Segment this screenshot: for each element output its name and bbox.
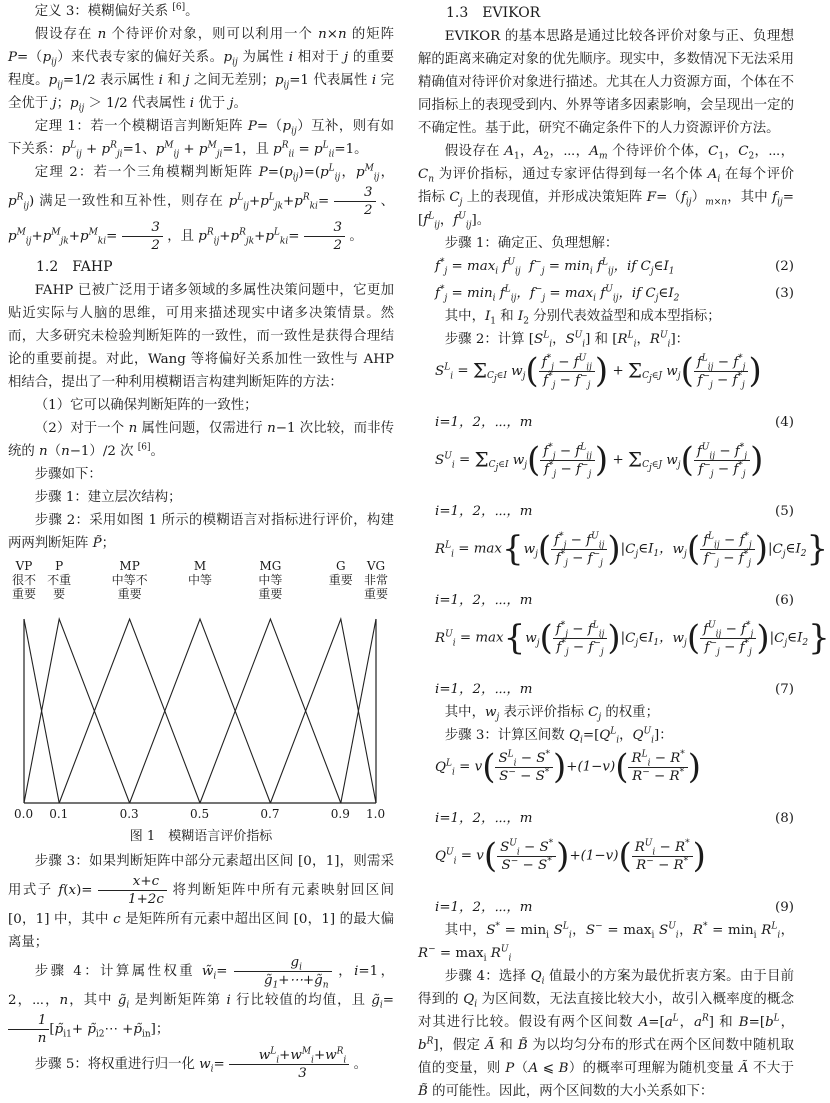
range-text: i=1，2，⋯，m [435, 593, 533, 608]
membership-line-mg [200, 619, 341, 803]
section-1-3-heading: 1.3 EVIKOR [446, 5, 541, 21]
x-tick-label: 0.3 [119, 807, 139, 821]
level-description: 中等 [258, 573, 283, 587]
level-code: M [193, 559, 207, 573]
level-code: G [336, 559, 346, 573]
x-tick-label: 0.1 [49, 807, 69, 821]
evikor-intro: EVIKOR 的基本思路是通过比较各评价对象与正、负理想解的距离来确定对象的优先顺序。现实中，多数情况下无法采用精确值对待评价对象进行描述。尤其在人力资源方面，个体在不同指标上的表现受到内、外界等诸多因素影响，会呈现出一定的不确定性。基于此，研究不确定条件下的人力资源评价方法。 [418, 29, 794, 136]
equation-2-number: (2) [775, 259, 794, 274]
equation-8-number: (8) [775, 811, 794, 826]
level-description: 重要 [258, 587, 283, 601]
range-text: i=1，2，⋯，m [435, 682, 533, 697]
evikor-step-2: 步骤 2：计算 [$S^L_i$，$S^U_i$] 和 [$R^L_i$，$R^U_i$]： [444, 330, 690, 350]
figure-1-caption: 图 1 模糊语言评价指标 [129, 829, 273, 844]
fuzzy-linguistic-chart [8, 559, 394, 821]
equation-5-number: (5) [775, 504, 794, 519]
equation-9: $Q^U_i = v$( $\frac{S^U_i - S^*}{S^- - S^*}$ )+(1−v)( $\frac{R^U_i - R^*}{R^- - R^*}$ ) [435, 836, 706, 876]
membership-line-m [130, 619, 271, 803]
step-5: 步骤 5：将权重进行归一化 $w_i=$ $\frac{w^L_i+w^M_i+w^R_i}{3}$ 。 [34, 1046, 367, 1081]
membership-lines [8, 559, 394, 821]
equation-3-number: (3) [775, 286, 794, 301]
advantage-2: （2）对于一个 n 属性问题，仅需进行 n−1 次比较，而非传统的 n（n−1）/2 次 [6]。 [8, 421, 395, 459]
x-tick-label: 0.7 [260, 807, 280, 821]
evikor-step-4: 步骤 4：选择 $Q_i$ 值最小的方案为最优折衷方案。由于目前得到的 $Q_i$ 为区间数，无法直接比较大小，故引入概率度的概念对其进行比较。假设有两个区间数 $A=[a^L$，$a^R$] 和 $B=[b^L$，$b^R$]，假定 Ã 和 B̃ 为以均匀分布的形式在两个区间数中随机取值的变量，则 P（A ⩽ B）的概率可理解为随机变量 Ã 不大于 B̃ 的可能性。因此，两个区间数的大小关系如下： [418, 969, 795, 1099]
level-description: 非常 [363, 573, 388, 587]
decision-matrix-paragraph: 假设存在 $A_1$，$A_2$，⋯，$A_m$ 个待评价个体，$C_1$，$C_2$，⋯，$C_n$ 为评价指标，通过专家评估得到每一名个体 $A_i$ 在每个评价指标 $C_j$ 上的表现值，并形成决策矩阵 $F=(f_{ij})_{m\times n}$，其中 $f_{ij}=[f^L_{ij}$，$f^U_{ij}$]。 [418, 144, 795, 231]
x-tick-label: 0.5 [190, 807, 210, 821]
weight-note: 其中，$w_j$ 表示评价指标 $C_j$ 的权重； [444, 705, 659, 723]
level-description: 很不 [11, 573, 36, 587]
level-description: 重要 [328, 573, 353, 587]
advantage-1: （1）它可以确保判断矩阵的一致性； [34, 398, 258, 413]
evikor-step-3: 步骤 3：计算区间数 $Q_i=[Q^L_i$，$Q^U_i$]： [444, 726, 673, 746]
range-text: i=1，2，⋯，m [435, 504, 533, 519]
equation-4: $S^L_i = \Sigma_{C_j\in I}$ $w_j$( $\frac{f^*_j - f^U_{ij}}{f^*_j - f^-_j}$ ) + $\Sigma_{C_j\in J}$ $w_j$( $\frac{f^L_{ij} - f^*_j}{f^-_j - f^*_j}$ ) [435, 351, 762, 391]
level-description: 中等 [187, 573, 212, 587]
level-code: VP [15, 559, 33, 573]
step-1: 步骤 1：建立层次结构； [34, 490, 182, 505]
x-tick-label: 0.0 [14, 807, 34, 821]
equation-8: $Q^L_i = v$( $\frac{S^L_i - S^*}{S^- - S^*}$ )+(1−v)( $\frac{R^L_i - R^*}{R^- - R^*}$ ) [435, 747, 702, 787]
equation-2: $f^*_j = \max_i f^U_{ij}$ $f^-_j = \min_i f^L_{ij}$，if $C_j\in I_1$ (2) [418, 255, 794, 278]
equation-6-range [418, 589, 794, 612]
equation-4-range [418, 411, 794, 434]
equation-8-range [418, 807, 794, 830]
step-4: 步骤 4：计算属性权重 $w̃_i=$ $\frac{g_i}{g̃_1+\cdots+g̃_n}$ ，i=1，2，⋯，n，其中 $g̃_i$ 是判断矩阵第 i 行比较值的均值，且 $g̃_i=$ $\frac{1}{n}$ [$p̃_{i1}+$ $p̃_{i2}\cdots$ $+p̃_{in}$]； [8, 955, 395, 1046]
range-text: i=1，2，⋯，m [435, 415, 533, 430]
section-1-2-heading: 1.2 FAHP [36, 259, 113, 275]
step-2: 步骤 2：采用如图 1 所示的模糊语言对指标进行评价，构建两两判断矩阵 P̃； [8, 513, 394, 551]
evikor-step-1: 步骤 1：确定正、负理想解： [444, 236, 619, 251]
equation-9-number: (9) [775, 900, 794, 915]
level-description: 不重 [47, 573, 72, 587]
equation-5-range [418, 500, 794, 523]
x-tick-label: 0.9 [330, 807, 350, 821]
fahp-paragraph: FAHP 已被广泛用于诸多领域的多属性决策问题中，它更加贴近实际与人脑的思维，可用来描述现实中诸多决策情景。然而，大多研究未检验判断矩阵的一致性，而一致性是获得合理结论的重要前提。对此，Wang 等将偏好关系加性一致性与 AHP 相结合，提出了一种利用模糊语言构建判断矩阵的方法： [8, 283, 394, 390]
range-text: i=1，2，⋯，m [435, 811, 533, 826]
level-code: VG [366, 559, 386, 573]
level-description: 中等不 [111, 573, 148, 587]
definition-3-body: 假设存在 n 个待评价对象，则可以利用一个 n×n 的矩阵 $P=(p_{ij})$来代表专家的偏好关系。$p_{ij}$ 为属性 i 相对于 j 的重要程度。$p_{ij}=1/2$ 表示属性 i 和 j 之间无差别；$p_{ij}=1$ 代表属性 i 完全优于 j；$p_{ij} > 1/2$ 代表属性 i 优于 j。 [8, 27, 395, 114]
ideal-values-note: 其中，$S^* = \min_i S^L_i$，$S^- = \max_i S^U_i$，$R^* = \min_i R^L_i$，$R^- = \max_i R^U_i$ [418, 921, 795, 964]
step-3: 步骤 3：如果判断矩阵中部分元素超出区间 [0，1]，则需采用式子 f(x)= $\frac{x+c}{1+2c}$ 将判断矩阵中所有元素映射回区间 [0，1] 中，其中 c 是矩阵所有元素中超出区间 [0，1] 的最大偏离量； [8, 854, 394, 950]
membership-line-p [24, 619, 130, 803]
level-description: 要 [53, 587, 66, 601]
level-description: 重要 [117, 587, 142, 601]
level-code: MG [259, 559, 282, 573]
x-tick-label: 1.0 [366, 807, 386, 821]
definition-3-heading: 定义 3：模糊偏好关系 [6]。 [34, 2, 199, 19]
theorem-2: 定理 2：若一个三角模糊判断矩阵 $P=(p_{ij})=(p^L_{ij}$，$p^M_{ij}$，$p^R_{ij}$) 满足一致性和互补性，则存在 $p^L_{ij}+p^L_{jk}+p^R_{ki}=$ $\frac{3}{2}$ 、$p^M_{ij}+p^M_{jk}+p^M_{ki}=$ $\frac{3}{2}$ ，且 $p^R_{ij}+p^R_{jk}+p^L_{ki}=$ $\frac{3}{2}$ 。 [8, 163, 394, 253]
equation-5: $S^U_i = \Sigma_{C_j\in I}$ $w_j$( $\frac{f^*_j - f^L_{ij}}{f^*_j - f^-_j}$ ) + $\Sigma_{C_j\in J}$ $w_j$( $\frac{f^U_{ij} - f^*_j}{f^-_j - f^*_j}$ ) [435, 440, 764, 480]
right-column [418, 0, 830, 1103]
range-text: i=1，2，⋯，m [435, 900, 533, 915]
membership-line-mp [59, 619, 200, 803]
level-code: P [55, 559, 64, 573]
equation-4-number: (4) [775, 415, 794, 430]
steps-intro: 步骤如下： [34, 467, 102, 482]
equation-6-number: (6) [775, 593, 794, 608]
theorem-1: 定理 1：若一个模糊语言判断矩阵 $P=(p_{ij})$互补，则有如下关系：$p^L_{ij} + p^R_{ji}=1$、$p^M_{ij} + p^M_{ji}=1$，且 $p^R_{ii} = p^L_{ii}=1$。 [8, 119, 394, 160]
equation-3: $f^*_j = \min_i f^L_{ij}$，$f^-_j = \max_i f^U_{ij}$，if $C_j\in I_2$ (3) [418, 282, 794, 305]
equation-7-number: (7) [775, 682, 794, 697]
left-column [8, 0, 394, 1082]
equation-7-range [418, 678, 794, 701]
level-description: 重要 [11, 587, 36, 601]
level-description: 重要 [363, 587, 388, 601]
equation-7: $R^U_i = \max\{w_j$( $\frac{f^*_j - f^L_{ij}}{f^*_j - f^-_j}$ )$|C_j\in I_1$，$w_j$( $\frac{f^U_{ij} - f^*_j}{f^-_j - f^*_j}$ )$|C_j\in I_2$} [435, 618, 830, 658]
level-code: MP [119, 559, 140, 573]
equation-6: $R^L_i = \max\{w_j$( $\frac{f^*_j - f^U_{ij}}{f^*_j - f^-_j}$ )$|C_j\in I_1$，$w_j$( $\frac{f^L_{ij} - f^*_j}{f^-_j - f^*_j}$ )$|C_j\in I_2$} [435, 529, 829, 569]
index-type-note: 其中，$I_1$ 和 $I_2$ 分别代表效益型和成本型指标； [444, 309, 721, 327]
membership-line-g [270, 619, 376, 803]
equation-9-range [418, 896, 794, 919]
